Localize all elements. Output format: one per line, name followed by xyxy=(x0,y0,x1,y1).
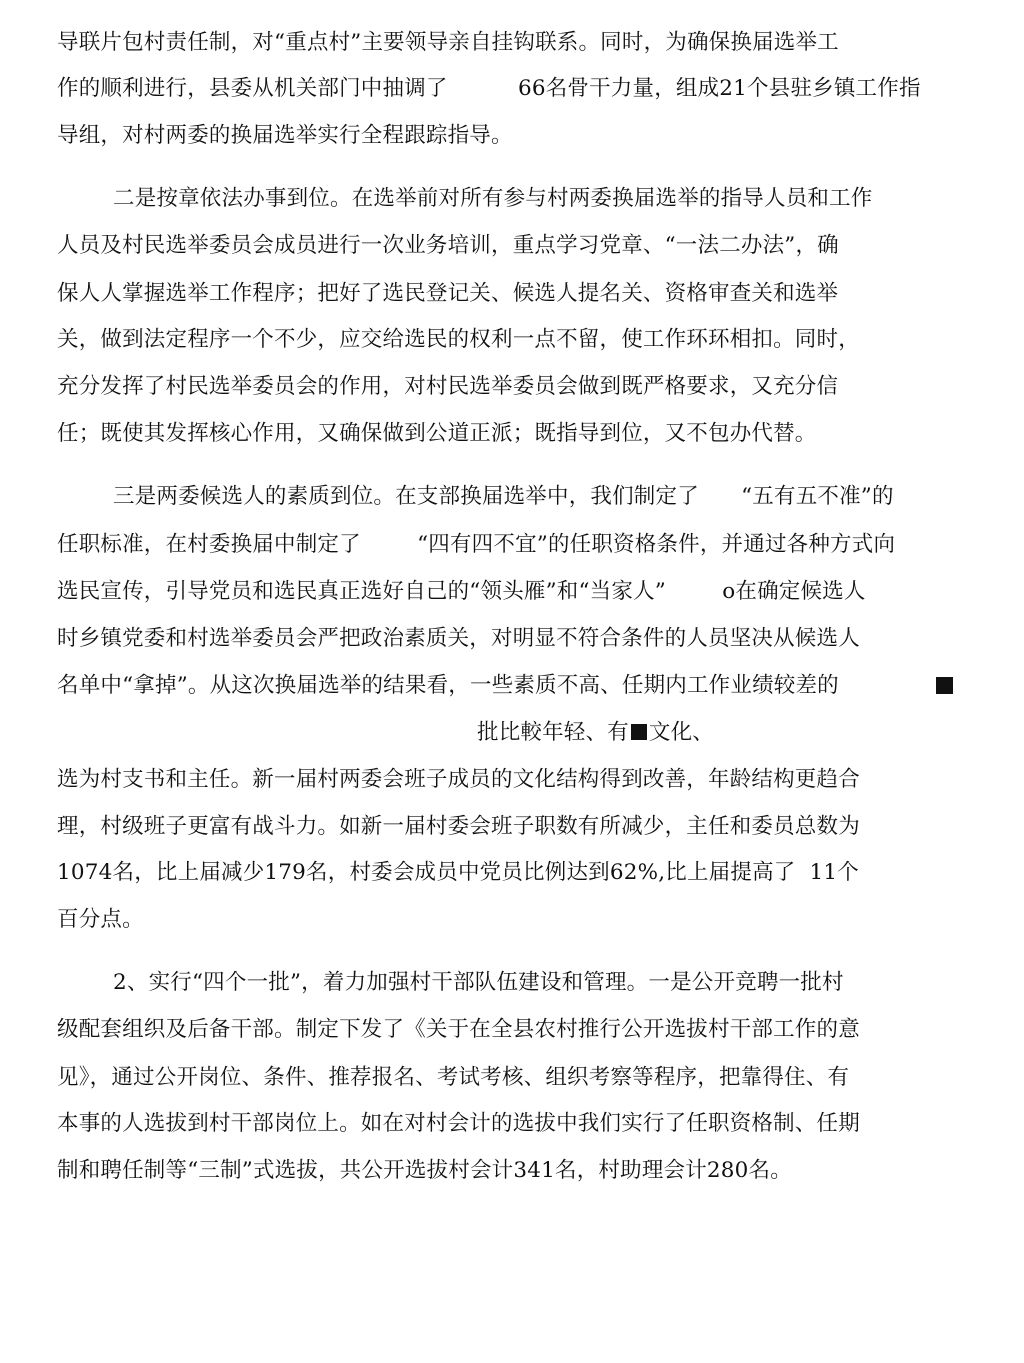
redaction-block xyxy=(631,724,647,740)
paragraph-line: 导联片包村责任制，对“重点村”主要领导亲自挂钩联系。同时，为确保换届选举工 xyxy=(57,30,839,55)
paragraph-line: 人员及村民选举委员会成员进行一次业务培训，重点学习党章、“一法二办法”，确 xyxy=(57,233,839,258)
paragraph-line: 1074名，比上届减少179名，村委会成员中党员比例达到62%,比上届提高了 11个 xyxy=(57,860,860,885)
fragment-text-b: 文化、 xyxy=(648,720,715,745)
paragraph-line: 三是两委候选人的素质到位。在支部换届选举中，我们制定了 “五有五不准”的 xyxy=(113,484,894,509)
paragraph-line: 百分点。 xyxy=(57,907,144,932)
paragraph-line: 制和聘任制等“三制”式选拔，共公开选拔村会计341名，村助理会计280名。 xyxy=(57,1158,792,1183)
paragraph-line: 选为村支书和主任。新一届村两委会班子成员的文化结构得到改善，年龄结构更趋合 xyxy=(57,767,860,792)
paragraph-line: 任；既使其发挥核心作用，又确保做到公道正派；既指导到位，又不包办代替。 xyxy=(57,421,817,446)
paragraph-line: 二是按章依法办事到位。在选举前对所有参与村两委换届选举的指导人员和工作 xyxy=(113,186,873,211)
paragraph-line: 作的顺利进行，县委从机关部门中抽调了 66名骨干力量，组成21个县驻乡镇工作指 xyxy=(57,76,921,101)
paragraph-line: 导组，对村两委的换届选举实行全程跟踪指导。 xyxy=(57,123,513,148)
paragraph-line: 级配套组织及后备干部。制定下发了《关于在全县农村推行公开选拔村干部工作的意 xyxy=(57,1017,860,1042)
paragraph-line: 见》，通过公开岗位、条件、推荐报名、考试考核、组织考察等程序，把靠得住、有 xyxy=(57,1065,850,1090)
paragraph-line: 2、实行“四个一批”，着力加强村干部队伍建设和管理。一是公开竞聘一批村 xyxy=(113,970,844,995)
paragraph-line: 理，村级班子更富有战斗力。如新一届村委会班子职数有所减少，主任和委员总数为 xyxy=(57,814,860,839)
paragraph-line: 选民宣传，引导党员和选民真正选好自己的“领头雁”和“当家人” o在确定候选人 xyxy=(57,579,866,604)
redaction-block xyxy=(936,677,953,694)
paragraph-line: 名单中“拿掉”。从这次换届选举的结果看，一些素质不高、任期内工作业绩较差的 xyxy=(57,673,839,698)
paragraph-line: 充分发挥了村民选举委员会的作用，对村民选举委员会做到既严格要求，又充分信 xyxy=(57,374,839,399)
paragraph-line-fragment xyxy=(477,718,714,748)
paragraph-line: 时乡镇党委和村选举委员会严把政治素质关，对明显不符合条件的人员坚决从候选人 xyxy=(57,626,860,651)
paragraph-line: 任职标准，在村委换届中制定了 “四有四不宜”的任职资格条件，并通过各种方式向 xyxy=(57,532,896,557)
paragraph-line: 关，做到法定程序一个不少，应交给选民的权利一点不留，使工作环环相扣。同时， xyxy=(57,327,860,352)
paragraph-line: 保人人掌握选举工作程序；把好了选民登记关、候选人提名关、资格审查关和选举 xyxy=(57,281,839,306)
paragraph-line: 本事的人选拔到村干部岗位上。如在对村会计的选拔中我们实行了任职资格制、任期 xyxy=(57,1111,860,1136)
fragment-text-a: 批比較年轻、有 xyxy=(477,720,629,745)
